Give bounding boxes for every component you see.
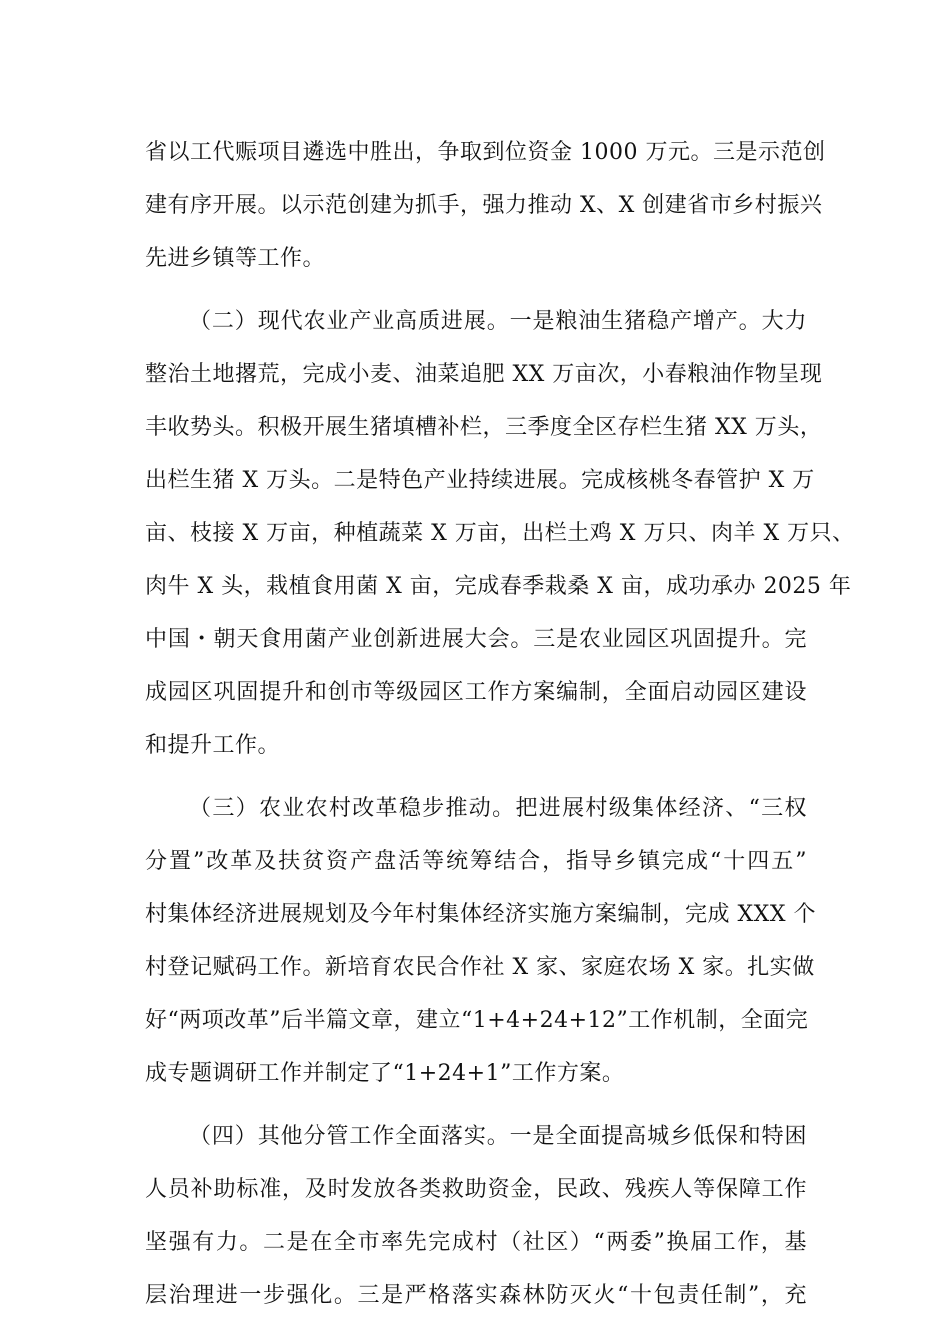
- paragraph-3: [145, 782, 816, 1100]
- text-line: 坚强有力。二是在全市率先完成村（社区）“两委”换届工作，基: [145, 1230, 807, 1255]
- text-line: 层治理进一步强化。三是严格落实森林防灭火“十包责任制”，充: [145, 1283, 807, 1308]
- text-line: 中国・朝天食用菌产业创新进展大会。三是农业园区巩固提升。完: [145, 627, 807, 652]
- text-line: 村集体经济进展规划及今年村集体经济实施方案编制，完成 XXX 个: [145, 902, 816, 927]
- paragraph-4: [145, 1110, 807, 1322]
- text-line: 成专题调研工作并制定了“1+24+1”工作方案。: [145, 1061, 625, 1086]
- text-line: （四）其他分管工作全面落实。一是全面提高城乡低保和特困: [189, 1124, 807, 1149]
- text-line: 出栏生猪 X 万头。二是特色产业持续进展。完成核桃冬春管护 X 万: [145, 468, 815, 493]
- text-line: 丰收势头。积极开展生猪填槽补栏，三季度全区存栏生猪 XX 万头，: [145, 415, 823, 440]
- text-line: 亩、枝接 X 万亩，种植蔬菜 X 万亩，出栏土鸡 X 万只、肉羊 X 万只、: [145, 521, 855, 546]
- text-line: 村登记赋码工作。新培育农民合作社 X 家、家庭农场 X 家。扎实做: [145, 955, 815, 980]
- paragraph-2: [145, 295, 855, 772]
- text-line: 肉牛 X 头，栽植食用菌 X 亩，完成春季栽桑 X 亩，成功承办 2025 年: [145, 574, 852, 599]
- text-line: （三）农业农村改革稳步推动。把进展村级集体经济、“三权: [189, 796, 807, 821]
- text-line: 建有序开展。以示范创建为抓手，强力推动 X、X 创建省市乡村振兴: [145, 193, 823, 218]
- text-line: 好“两项改革”后半篇文章，建立“1+4+24+12”工作机制，全面完: [145, 1008, 809, 1033]
- text-line: 省以工代赈项目遴选中胜出，争取到位资金 1000 万元。三是示范创: [145, 140, 826, 165]
- paragraph-1: [145, 126, 826, 285]
- document-body: [145, 126, 855, 1322]
- text-line: 分置”改革及扶贫资产盘活等统筹结合，指导乡镇完成“十四五”: [145, 849, 807, 874]
- text-line: （二）现代农业产业高质进展。一是粮油生猪稳产增产。大力: [189, 309, 807, 334]
- text-line: 整治土地撂荒，完成小麦、油菜追肥 XX 万亩次，小春粮油作物呈现: [145, 362, 823, 387]
- text-line: 先进乡镇等工作。: [145, 246, 326, 271]
- text-line: 成园区巩固提升和创市等级园区工作方案编制，全面启动园区建设: [145, 680, 807, 705]
- text-line: 和提升工作。: [145, 733, 281, 758]
- text-line: 人员补助标准，及时发放各类救助资金，民政、残疾人等保障工作: [145, 1177, 807, 1202]
